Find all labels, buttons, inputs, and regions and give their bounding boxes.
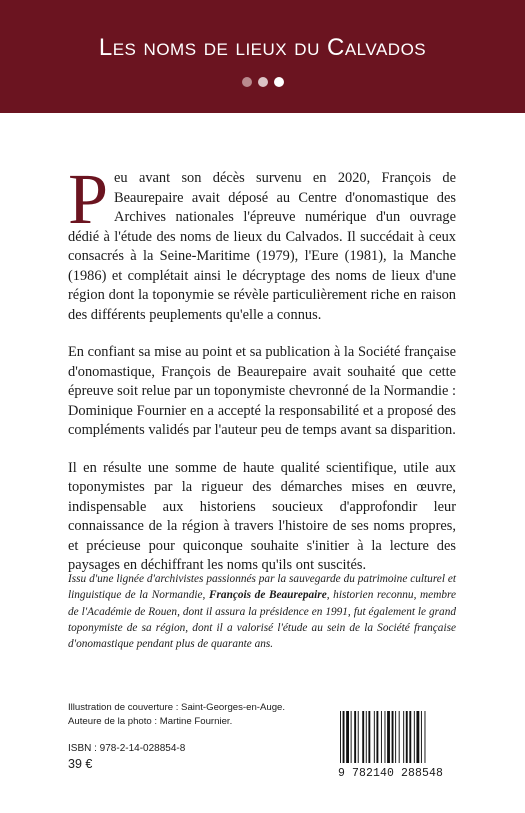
author-bio <box>68 571 456 652</box>
book-title: Les noms de lieux du Calvados <box>98 34 427 61</box>
illustration-credit: Illustration de couverture : Saint-Georges-en-Auge. <box>68 702 286 713</box>
blurb <box>68 159 456 594</box>
paragraph-1-text: eu avant son décès survenu en 2020, François de Beaurepaire avait déposé au Centre d'onomastique des Archives nationales l'épreuve numérique d'un ouvrage dédié à l'étude des noms de lieux du Calvados. Il succédait à ceux consacrés à la Seine-Maritime (1979), l'Eure (1981), la Manche (1986) et complétait ainsi le décryptage des noms de lieux d'une région dont la toponymie se révèle particulièrement riche en raison des différents peuplements qu'elle a connus. <box>68 170 456 323</box>
bio-author-name: François de Beaurepaire <box>208 589 327 602</box>
decorative-dots <box>0 77 525 87</box>
bio-rest: , historien reconnu, membre de l'Académie de Rouen, dont il assura la présidence en 1991, fut également le grand toponymiste de sa région, dont il a valorisé l'étude au sein de la Société française d'onomastique pendant plus de quarante ans. <box>68 589 456 651</box>
isbn: ISBN : 978-2-14-028854-8 <box>68 743 186 754</box>
paragraph-3: Il en résulte une somme de haute qualité scientifique, utile aux toponymistes par la rigueur des démarches mises en œuvre, indispensable aux historiens soucieux d'approfondir leur connaissance de la région à travers l'histoire de ses noms propres, et précieuse pour quiconque souhaite s'initier à la lecture des paysages en déchiffrant les noms qu'ils ont suscités. <box>68 459 456 573</box>
credits <box>68 701 285 729</box>
barcode-digits: 9 782140 288548 <box>338 767 444 780</box>
dot-1-icon <box>242 77 252 87</box>
barcode-icon <box>338 711 458 763</box>
dot-3-icon <box>274 77 284 87</box>
photo-credit: Auteure de la photo : Martine Fournier. <box>68 716 233 727</box>
paragraph-1 <box>68 159 456 325</box>
title-banner <box>0 0 525 113</box>
bio-intro: Issu d'une lignée d'archivistes passionnés par la sauvegarde du patrimoine culturel et linguistique de la Normandie, <box>68 573 456 602</box>
price: 39 € <box>68 757 93 771</box>
paragraph-2: En confiant sa mise au point et sa publication à la Société française d'onomastique, François de Beaurepaire avait souhaité que cette épreuve soit relue par un toponymiste chevronné de la Normandie : Dominique Fournier en a accepté la responsabilité et a proposé des compléments validés par l'auteur peu de temps avant sa disparition. <box>68 344 456 438</box>
drop-cap: P <box>68 159 109 239</box>
dot-2-icon <box>258 77 268 87</box>
